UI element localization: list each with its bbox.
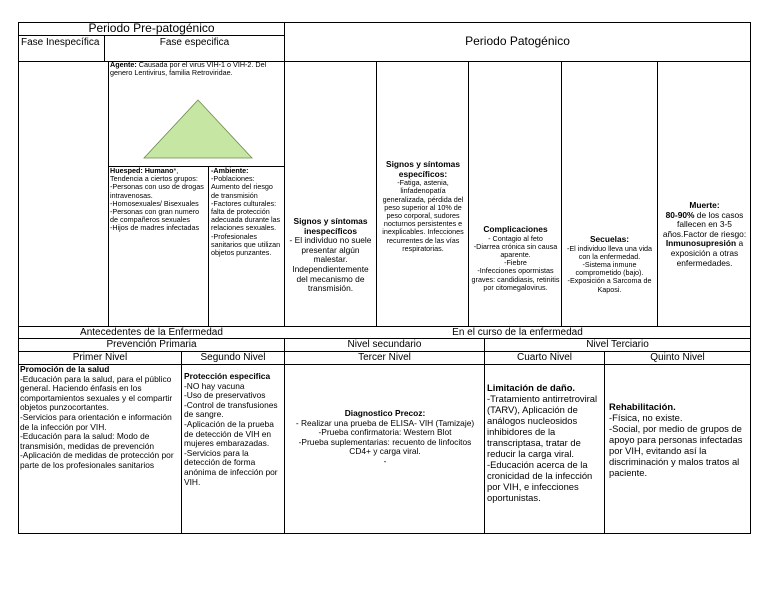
rehabilitacion-cell: Rehabilitación. -Física, no existe. -Social, por medio de grupos de apoyo para personas infectadas por VIH, evitando así la discriminación y malos tratos al paciente. <box>609 401 743 478</box>
epidemiological-triangle-icon <box>142 98 254 160</box>
grid-line <box>484 338 485 534</box>
limitacion-cell: Limitación de daño. -Tratamiento antirretroviral (TARV), Aplicación de análogos nucleosidos inhibidores de la transcriptasa, tratar de reducir la carga viral. -Educación acerca de la cronicidad de la infección por VIH, e infecciones oportunistas. <box>487 382 598 503</box>
ambiente-text: -Ambiente: -Poblaciones: Aumento del riesgo de transmisión -Factores culturales: falta de protección adecuada durante las relaciones sexuales. -Profesionales sanitarios que utilizan objetos punzantes. <box>211 166 281 258</box>
tercer-nivel-label: Tercer Nivel <box>358 352 411 363</box>
fase-inespecifica-header: Fase Inespecífica <box>21 37 100 48</box>
grid-line <box>208 166 209 326</box>
promocion-cell: Promoción de la salud -Educación para la salud, para el público general. Haciendo énfasis en los comportamientos sexuales y el compartir objetos punzocortantes. -Servicios para orientación e información de la infección por VIH. -Educación para la salud: Modo de transmisión, medidas de prevención -Aplicación de medidas de protección por parte de los profesionales sanitarios <box>20 364 174 470</box>
grid-line <box>376 61 377 326</box>
grid-line <box>604 351 605 534</box>
fase-especifica-header: Fase especifica <box>159 37 230 48</box>
grid-line <box>468 61 469 326</box>
muerte-cell: Muerte: 80-90% de los casos fallecen en 3-5 años.Factor de riesgo: Inmunosupresión a exposición a otras enfermedades. <box>662 200 747 268</box>
en-curso-label: En el curso de la enfermedad <box>452 327 583 338</box>
diagnostico-cell: Diagnostico Precoz: - Realizar una prueba de ELISA- VIH (Tamizaje) -Prueba confirmatoria: Western Blot -Prueba suplementarias: recuento de linfocitos CD4+ y carga viral. - <box>295 408 475 466</box>
cuarto-nivel-label: Cuarto Nivel <box>516 352 573 363</box>
grid-line <box>181 351 182 534</box>
quinto-nivel-label: Quinto Nivel <box>650 352 705 363</box>
border-right <box>750 22 751 534</box>
agente-text: Agente: Causada por el virus VIH-1 o VIH-2. Del genero Lentivirus, familia Retroviridae. <box>110 60 267 78</box>
segundo-nivel-label: Segundo Nivel <box>200 352 266 363</box>
complicaciones-cell: Complicaciones - Contagio al feto -Diarrea crónica sin causa aparente. -Fiebre -Infecciones oporrnistas graves: candidiasis, retinitis por citomegalovirus. <box>471 224 560 292</box>
grid-line <box>18 35 284 36</box>
patogenico-header: Periodo Patogénico <box>465 34 570 48</box>
secuelas-cell: Secuelas: -El individuo lleva una vida con la enfermedad. -Sistema inmune comprometido (bajo). -Exposición a Sarcoma de Kaposi. <box>566 234 653 294</box>
prevencion-primaria-label: Prevención Primaria <box>106 339 197 350</box>
nivel-terciario-label: Nivel Terciario <box>586 339 649 350</box>
huesped-text: Huesped: Humano*, Tendencia a ciertos grupos: -Personas con uso de drogas intravenosas. -Homosexuales/ Bisexuales -Personas con gran numero de compañeros sexuales -Hijos de madres infectadas <box>110 166 204 233</box>
prepatogenico-header: Periodo Pre-patogénico <box>88 21 215 35</box>
grid-line <box>284 22 285 326</box>
antecedentes-label: Antecedentes de la Enfermedad <box>80 327 223 338</box>
grid-line <box>561 61 562 326</box>
border-left <box>18 22 19 534</box>
proteccion-cell: Protección especifica -NO hay vacuna -Uso de preservativos -Control de transfusiones de sangre. -Aplicación de la prueba de detección de VIH en mujeres embarazadas. -Servicios para la detección de forma anónima de infección por VIH. <box>184 371 278 487</box>
grid-line <box>108 61 109 326</box>
inespecificos-cell: Signos y síntomas inespecíficos - El individuo no suele presentar algún malestar. Independientemente del mecanismo de transmisión. <box>289 216 372 294</box>
grid-line <box>657 61 658 326</box>
grid-line <box>284 338 285 534</box>
nivel-secundario-label: Nivel secundario <box>347 339 422 350</box>
border-bottom <box>18 533 751 534</box>
especificos-cell: Signos y síntomas específicos: -Fatiga, astenia, linfadenopatía generalizada, pérdida del peso superior al 10% de peso corporal, sudores nocturnos persistentes e inexplicables. Infecciones recurrentes de las vías respiratorias. <box>382 159 464 253</box>
primer-nivel-label: Primer Nivel <box>72 352 128 363</box>
